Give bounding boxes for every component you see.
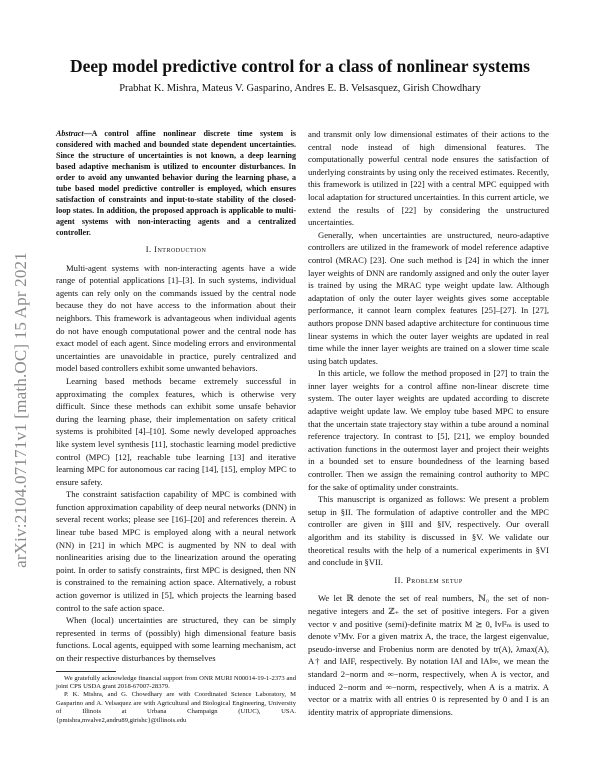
paper-authors: Prabhat K. Mishra, Mateus V. Gasparino, Andres E. B. Velsasquez, Girish Chowdhary [119, 83, 481, 94]
arxiv-id-text: arXiv:2104.07171v1 [math.OC] 15 Apr 2021 [11, 252, 30, 568]
left-column [56, 128, 296, 725]
intro-paragraph: Learning based methods became extremely successful in approximating the complex features, which is otherwise very difficult. Since these methods can exhibit some unsafe behavior during the learning phase, their implementation on safety critical systems is prohibited [4]–[10]. Some newly developed approaches like system level synthesis [11], stochastic learning model predictive control (MPC) [12], reachable tube learning [13] and iterative learning MPC for autonomous car racing [14], [15], employ MPC to ensure safety. [56, 375, 296, 487]
section-heading-introduction: I. Introduction [145, 245, 207, 254]
intro-paragraph: The constraint satisfaction capability of MPC is combined with function approximation capability of deep neural networks (DNN) in several recent works; please see [16]–[20] and references therein. A linear tube based MPC is employed along with a neural network (NN) in [21] in which MPC is augmented by NN to deal with nonlinearities arising due to the linearization around the operating point. In order to satisfy constraints, first MPC is designed, then NN is constrained to the remaining action space. Alternatively, a robust action governor is utilized in [5], which projects the learning based control to the safe action space. [56, 489, 296, 613]
section-heading-problem-setup: II. Problem setup [394, 575, 463, 585]
affiliation-footnote: P. K. Mishra, and G. Chowdhary are with Coordinated Science Laboratory, M Gasparino and A. Velsaquez are with Agricultural and Biological Engineering, University of Illinois at Urbana Champaign (UIUC), USA. {pmishra,mvalve2,andru89,girishc}@illinois.edu [56, 691, 296, 724]
intro-paragraph: Multi-agent systems with non-interacting agents have a wide range of potential applications [1]–[3]. In such systems, individual agents can rely only on the commands issued by the central node because they do not have access to the information about their neighbors. This framework is advantageous when individual agents do not have enough computational power and the central node has exact model of each agent. Since modeling errors and environmental uncertainties are unavoidable in practice, purely centralized and model based controllers exhibit some unwanted behaviors. [56, 262, 296, 374]
paper-title: Deep model predictive control for a class of nonlinear systems [70, 56, 530, 76]
right-column [308, 128, 549, 718]
body-paragraph: This manuscript is organized as follows: We present a problem setup in §II. The formulation of adaptive controller and the MPC controller are given in §III and §IV, respectively. Our overall algorithm and its stability is discussed in §V. We validate our theoretical results with the help of a numerical experiments in §VI and conclude in §VII. [308, 494, 549, 568]
body-paragraph: Generally, when uncertainties are unstructured, neuro-adaptive controllers are utilized in the framework of model reference adaptive control (MRAC) [23]. One such method is [24] in which the inner layer weights of DNN are randomly assigned and only the outer layer is trained by using the MRAC type weight update law. Although adaptation of only the outer layer weights gives some acceptable performance, it cannot learn complex features [25]–[27]. In [27], authors propose DNN based adaptive architecture for continuous time linear systems in which the outer layer weights are updated in real time while the inner layer weights are trained on a slower time scale using batch updates. [308, 229, 549, 366]
intro-paragraph: When (local) uncertainties are structured, they can be simply represented in terms of (possibly) high dimensional feature basis functions. Local agents, equipped with some learning mechanism, act on their respective disturbances by themselves [56, 615, 296, 663]
abstract [56, 128, 296, 238]
footnote-divider [56, 671, 116, 672]
abstract-text: —A control affine nonlinear discrete time system is considered with mached and bounded state dependent uncertainties. Since the structure of uncertainties is not known, a deep learning based adaptive mechanism is utilized to encounter disturbances. In order to avoid any unwanted behavior during the learning phase, a tube based model predictive controller is employed, which ensures satisfaction of constraints and input-to-state stability of the closed-loop states. In addition, the proposed approach is applicable to multi-agent systems with non-interacting agents and a centralized controller. [56, 129, 296, 237]
funding-footnote: We gratefully acknowledge financial support from ONR MURI N00014-19-1-2373 and joint CPS USDA grant 2018-67007-28379. [56, 674, 296, 690]
arxiv-identifier-stamp [6, 200, 36, 620]
body-paragraph: In this article, we follow the method proposed in [27] to train the inner layer weights for a control affine non-linear discrete time system. The outer layer weights are updated according to discrete adaptive weight update law. We employ tube based MPC to ensure that the uncertain state trajectory stay within a tube around a nominal reference trajectory. In contrast to [5], [21], we employ bounded activation functions in the outermost layer and project their weights in a bounded set to ensure boundedness of the learning based controller. Then we assign the remaining control authority to MPC for the sake of optimality under constraints. [308, 368, 549, 492]
problem-setup-paragraph: We let ℝ denote the set of real numbers, ℕ₀ the set of non-negative integers and ℤ₊ the set of positive integers. For a given vector v and positive (semi)-definite matrix M ⪰ 0, ‖v‖²ₘ is used to denote vᵀMv. For a given matrix A, the trace, the largest eigenvalue, pseudo-inverse and Frobenius norm are denoted by tr(A), λmax(A), A† and ‖A‖F, respectively. By notation ‖A‖ and ‖A‖∞, we mean the standard 2−norm and ∞−norm, respectively, when A is vector, and induced 2−norm and ∞−norm, respectively, when A is a matrix. A vector or a matrix with all entries 0 is represented by 0 and I is an identity matrix of appropriate dimensions. [308, 593, 549, 717]
abstract-lead: Abstract [56, 129, 84, 138]
body-paragraph: and transmit only low dimensional estimates of their actions to the central node instead of high dimensional features. The computationally powerful central node ensures the satisfaction of underlying constraints by using only the received estimates. Recently, this framework is utilized in [22] with a central MPC equipped with local adaptation for structured uncertainties. In this current article, we extend the results of [22] by considering the unstructured uncertainties. [308, 129, 549, 228]
